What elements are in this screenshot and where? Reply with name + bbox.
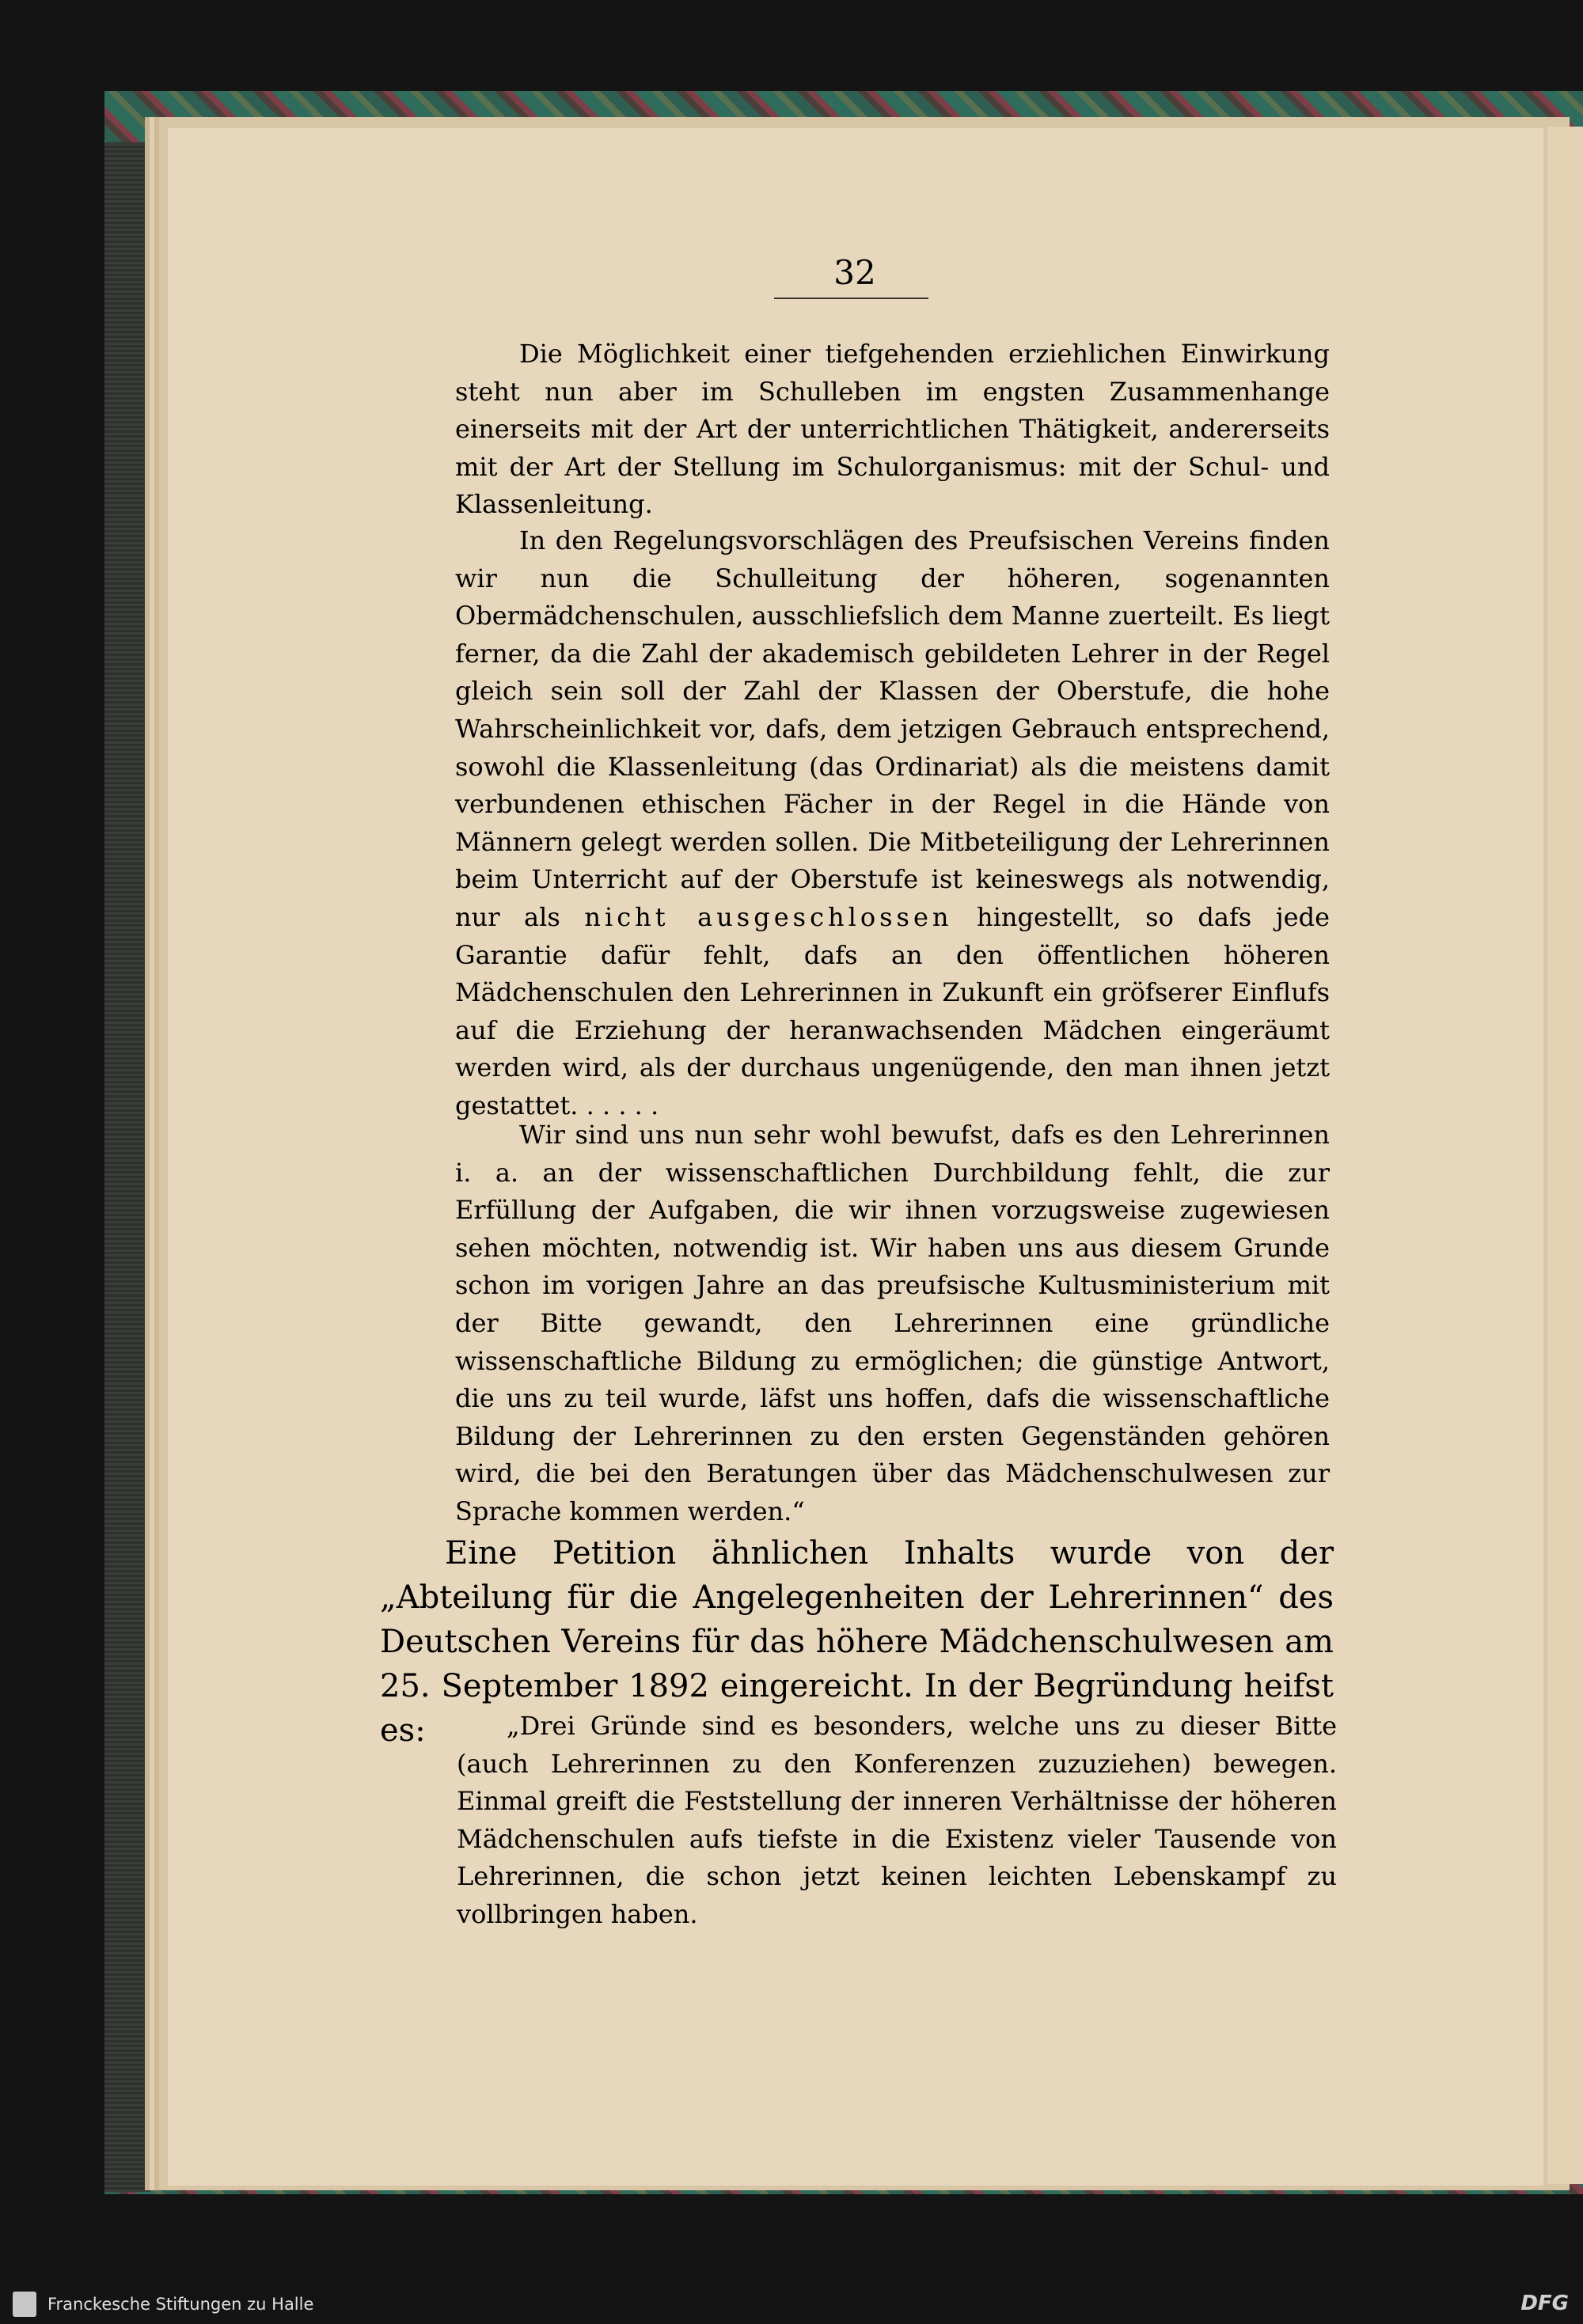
dfg-logo: DFG bbox=[1520, 2292, 1569, 2315]
paragraph-4-large: Eine Petition ähnlichen Inhalts wurde von der „Abteilung für die Angelegenheiten der Lehrerinnen“ des Deutschen Vereins für das höhere Mädchenschulwesen am 25. September 1892 eingereicht. In der Begründung heifst es: bbox=[380, 1535, 1334, 1749]
paragraph-3: Wir sind uns nun sehr wohl bewufst, dafs es den Lehrerinnen i. a. an der wissenschaftlichen Durchbildung fehlt, die zur Erfüllung der Aufgaben, die wir ihnen vorzugsweise zugewiesen sehen möchten, notwendig ist. Wir haben uns aus diesem Grunde schon im vorigen Jahre an das preufsische Kultusministerium mit der Bitte gewandt, den Lehrerinnen eine gründliche wissenschaftliche Bildung zu ermöglichen; die günstige Antwort, die uns zu teil wurde, läfst uns hoffen, dafs die wissenschaftliche Bildung der Lehrerinnen zu den ersten Gegenständen gehören wird, die bei den Beratungen über das Mädchenschulwesen zur Sprache kommen werden.“ bbox=[455, 1120, 1330, 1526]
institution-name: Franckesche Stiftungen zu Halle bbox=[47, 2295, 314, 2314]
institution-logo-icon bbox=[13, 2292, 36, 2317]
spine-cloth bbox=[104, 142, 150, 2192]
paragraph-2-part-b: hingestellt, so dafs jede Garantie dafür fehlt, dafs an den öffentlichen höheren Mädchenschulen den Lehrerinnen in Zukunft ein gröfserer Einflufs auf die Erziehung der heranwachsenden Mädchen eingeräumt werden wird, als der durchaus ungenügende, den man ihnen jetzt gestattet. . . . . . bbox=[455, 901, 1331, 1120]
paragraph-2 bbox=[455, 522, 1330, 1125]
page-number-rule bbox=[774, 298, 928, 299]
emphasized-phrase: nicht ausgeschlossen bbox=[584, 901, 953, 932]
paragraph-2-part-a: In den Regelungsvorschlägen des Preufsischen Vereins finden wir nun die Schulleitung der höheren, sogenannten Obermädchenschulen, ausschliefslich dem Manne zuerteilt. Es liegt ferner, da die Zahl der akademisch gebildeten Lehrer in der Regel gleich sein soll der Zahl der Klassen der Oberstufe, die hohe Wahrscheinlichkeit vor, dafs, dem jetzigen Gebrauch entsprechend, sowohl die Klassenleitung (das Ordinariat) als die meistens damit verbundenen ethischen Fächer in der Regel in die Hände von Männern gelegt werden sollen. Die Mitbeteiligung der Lehrerinnen beim Unterricht auf der Oberstufe ist keineswegs als notwendig, nur als bbox=[455, 525, 1330, 932]
viewer-footer bbox=[0, 2285, 1583, 2324]
page-number: 32 bbox=[833, 253, 876, 292]
paragraph-5-quote: „Drei Gründe sind es besonders, welche uns zu dieser Bitte (auch Lehrerinnen zu den Konferenzen zuzuziehen) bewegen. Einmal greift die Feststellung der inneren Verhältnisse der höheren Mädchenschulen aufs tiefste in die Existenz vieler Tausende von Lehrerinnen, die schon jetzt keinen leichten Lebenskampf zu vollbringen haben. bbox=[457, 1711, 1337, 1929]
paragraph-1: Die Möglichkeit einer tiefgehenden erziehlichen Einwirkung steht nun aber im Schulleben im engsten Zusammenhange einerseits mit der Art der unterrichtlichen Thätigkeit, andererseits mit der Art der Stellung im Schulorganismus: mit der Schul- und Klassenleitung. bbox=[455, 339, 1330, 520]
facing-page-edge bbox=[1547, 127, 1583, 2184]
